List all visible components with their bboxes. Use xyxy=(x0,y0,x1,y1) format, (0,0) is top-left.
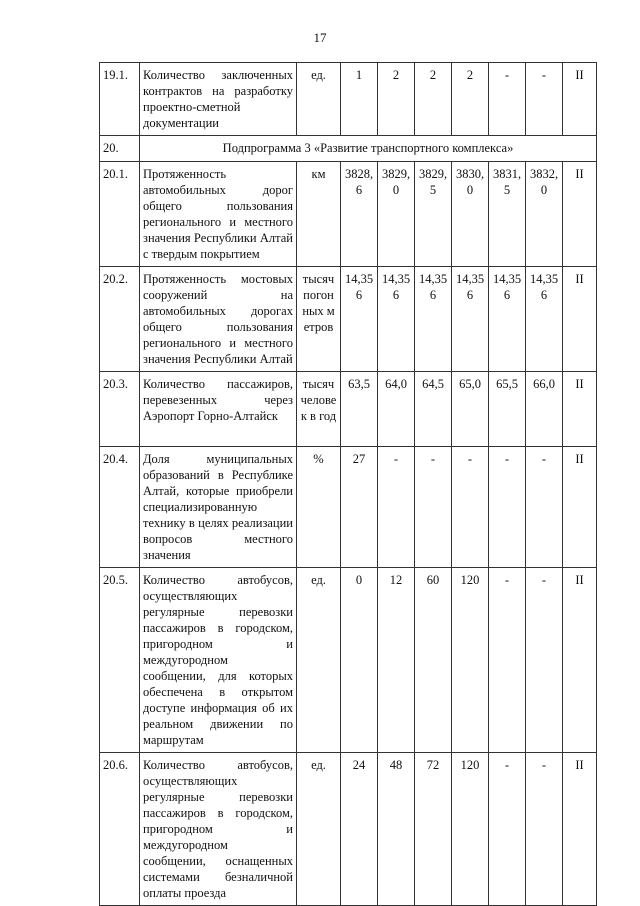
value-cell: 14,356 xyxy=(415,267,452,372)
unit: ед. xyxy=(297,568,341,753)
value-cell: 24 xyxy=(341,753,378,906)
value-cell: 27 xyxy=(341,447,378,568)
section-cell: II xyxy=(563,372,597,447)
value-cell: - xyxy=(526,568,563,753)
value-cell: 14,356 xyxy=(341,267,378,372)
value-cell: 64,5 xyxy=(415,372,452,447)
value-cell: 72 xyxy=(415,753,452,906)
value-cell: 2 xyxy=(378,63,415,136)
value-cell: - xyxy=(489,63,526,136)
row-number: 20.2. xyxy=(100,267,140,372)
indicator-name: Протяженность автомобильных дорог общего пользования регионального и местного значения Республики Алтай с твердым покрытием xyxy=(140,162,297,267)
row-number: 19.1. xyxy=(100,63,140,136)
value-cell: 120 xyxy=(452,568,489,753)
unit: % xyxy=(297,447,341,568)
value-cell: - xyxy=(378,447,415,568)
table-row xyxy=(100,372,597,447)
indicator-name: Количество заключенных контрактов на разработку проектно-сметной документации xyxy=(140,63,297,136)
value-cell: 2 xyxy=(415,63,452,136)
value-cell: 3831,5 xyxy=(489,162,526,267)
subprogram-title: Подпрограмма 3 «Развитие транспортного комплекса» xyxy=(140,136,597,162)
value-cell: - xyxy=(415,447,452,568)
value-cell: 14,356 xyxy=(526,267,563,372)
value-cell: 3828,6 xyxy=(341,162,378,267)
section-cell: II xyxy=(563,753,597,906)
section-cell: II xyxy=(563,447,597,568)
value-cell: - xyxy=(526,63,563,136)
indicator-name: Количество автобусов, осуществляющих регулярные перевозки пассажиров в городском, пригородном и междугородном сообщении, для которых обеспечена в открытом доступе информация об их реальном движении по маршрутам xyxy=(140,568,297,753)
value-cell: 3832,0 xyxy=(526,162,563,267)
value-cell: - xyxy=(526,753,563,906)
subprogram-header-row xyxy=(100,136,597,162)
value-cell: - xyxy=(489,568,526,753)
unit: ед. xyxy=(297,753,341,906)
value-cell: 12 xyxy=(378,568,415,753)
row-number: 20.3. xyxy=(100,372,140,447)
row-number: 20.6. xyxy=(100,753,140,906)
row-number: 20.4. xyxy=(100,447,140,568)
section-cell: II xyxy=(563,162,597,267)
table-row xyxy=(100,753,597,906)
unit: тысяч погонных метров xyxy=(297,267,341,372)
row-number: 20.1. xyxy=(100,162,140,267)
value-cell: 64,0 xyxy=(378,372,415,447)
value-cell: 14,356 xyxy=(489,267,526,372)
section-cell: II xyxy=(563,267,597,372)
table-row xyxy=(100,63,597,136)
section-cell: II xyxy=(563,568,597,753)
value-cell: - xyxy=(452,447,489,568)
table-row xyxy=(100,267,597,372)
value-cell: 66,0 xyxy=(526,372,563,447)
value-cell: 60 xyxy=(415,568,452,753)
value-cell: - xyxy=(526,447,563,568)
value-cell: 1 xyxy=(341,63,378,136)
value-cell: - xyxy=(489,753,526,906)
indicator-name: Протяженность мостовых сооружений на автомобильных дорогах общего пользования регионального и местного значения Республики Алтай xyxy=(140,267,297,372)
value-cell: 2 xyxy=(452,63,489,136)
value-cell: 3829,5 xyxy=(415,162,452,267)
table-row xyxy=(100,162,597,267)
value-cell: 14,356 xyxy=(378,267,415,372)
unit: тысяч человек в год xyxy=(297,372,341,447)
value-cell: 48 xyxy=(378,753,415,906)
indicator-name: Количество автобусов, осуществляющих регулярные перевозки пассажиров в городском, пригородном и междугородном сообщении, оснащенных системами безналичной оплаты проезда xyxy=(140,753,297,906)
indicator-name: Количество пассажиров, перевезенных через Аэропорт Горно-Алтайск xyxy=(140,372,297,447)
value-cell: 14,356 xyxy=(452,267,489,372)
value-cell: 3830,0 xyxy=(452,162,489,267)
value-cell: 120 xyxy=(452,753,489,906)
section-cell: II xyxy=(563,63,597,136)
value-cell: 63,5 xyxy=(341,372,378,447)
row-number: 20.5. xyxy=(100,568,140,753)
unit: км xyxy=(297,162,341,267)
value-cell: 3829,0 xyxy=(378,162,415,267)
table-row xyxy=(100,568,597,753)
value-cell: 0 xyxy=(341,568,378,753)
value-cell: 65,5 xyxy=(489,372,526,447)
table-row xyxy=(100,447,597,568)
value-cell: - xyxy=(489,447,526,568)
value-cell: 65,0 xyxy=(452,372,489,447)
indicators-table xyxy=(99,62,597,906)
row-number: 20. xyxy=(100,136,140,162)
page-number: 17 xyxy=(313,30,327,45)
indicator-name: Доля муниципальных образований в Республике Алтай, которые приобрели специализированную технику в целях реализации вопросов местного значения xyxy=(140,447,297,568)
unit: ед. xyxy=(297,63,341,136)
